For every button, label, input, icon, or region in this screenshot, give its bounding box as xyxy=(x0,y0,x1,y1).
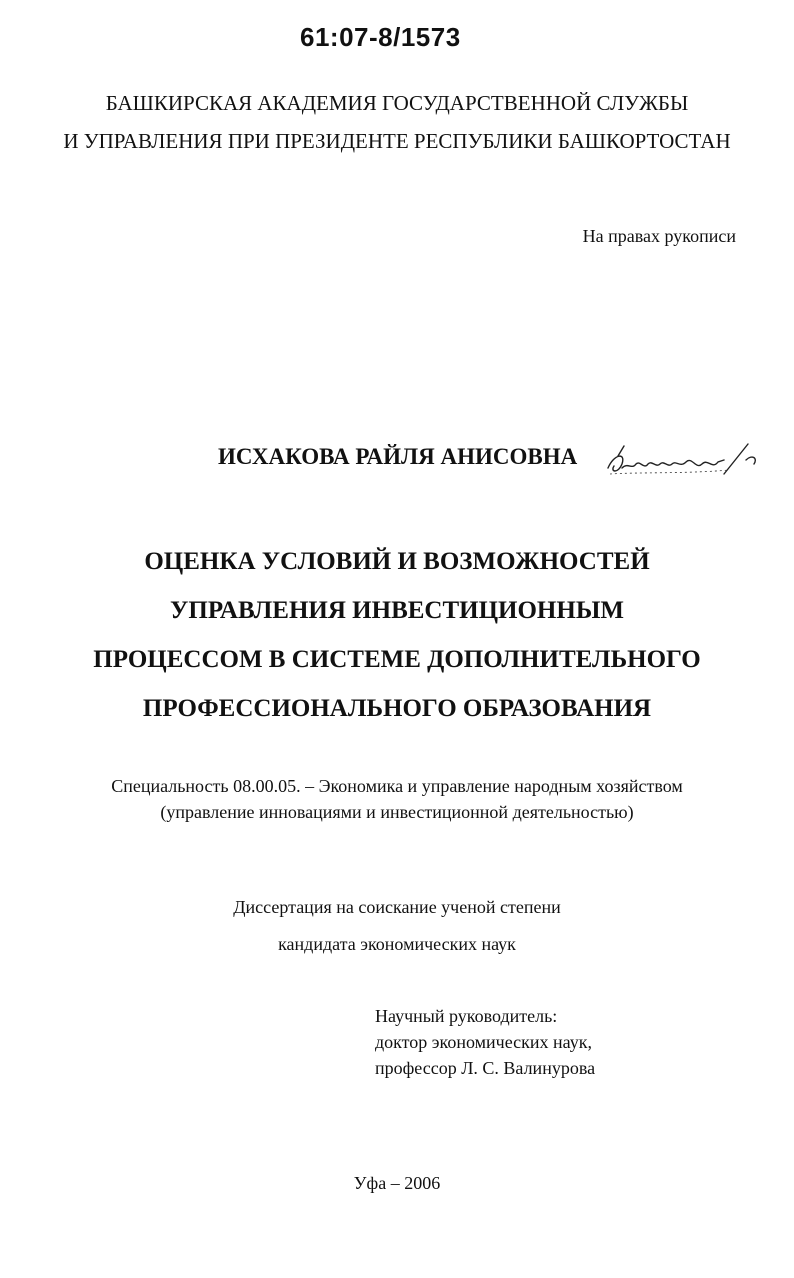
catalog-number: 61:07-8/1573 xyxy=(300,22,461,52)
title-line-4: ПРОФЕССИОНАЛЬНОГО ОБРАЗОВАНИЯ xyxy=(142,695,652,722)
institution-name xyxy=(0,84,794,160)
author-name: ИСХАКОВА РАЙЛЯ АНИСОВНА xyxy=(218,444,578,469)
specialty-line-2: (управление инновациями и инвестиционной деятельностью) xyxy=(160,802,634,822)
rights-note: На правах рукописи xyxy=(582,226,736,246)
supervisor-name: профессор Л. С. Валинурова xyxy=(375,1058,596,1078)
title-line-3: ПРОЦЕССОМ В СИСТЕМЕ ДОПОЛНИТЕЛЬНОГО xyxy=(93,646,701,673)
title-line-1: ОЦЕНКА УСЛОВИЙ И ВОЗМОЖНОСТЕЙ xyxy=(144,548,650,575)
city-year: Уфа – 2006 xyxy=(353,1173,441,1193)
supervisor-label: Научный руководитель: xyxy=(375,1006,558,1026)
institution-line-2: И УПРАВЛЕНИЯ ПРИ ПРЕЗИДЕНТЕ РЕСПУБЛИКИ БАШКОРТОСТАН xyxy=(63,129,731,153)
dissertation-title xyxy=(0,537,794,733)
title-line-2: УПРАВЛЕНИЯ ИНВЕСТИЦИОННЫМ xyxy=(170,597,624,624)
author-signature xyxy=(600,440,770,488)
dissertation-degree-line-1: Диссертация на соискание ученой степени xyxy=(233,897,561,917)
supervisor-degree: доктор экономических наук, xyxy=(375,1032,592,1052)
author-row xyxy=(0,440,794,480)
institution-line-1: БАШКИРСКАЯ АКАДЕМИЯ ГОСУДАРСТВЕННОЙ СЛУЖБЫ xyxy=(105,91,689,115)
supervisor-block xyxy=(375,1003,595,1081)
specialty xyxy=(0,773,794,825)
specialty-line-1: Специальность 08.00.05. – Экономика и управление народным хозяйством xyxy=(111,776,683,796)
dissertation-degree-line-2: кандидата экономических наук xyxy=(278,934,516,954)
